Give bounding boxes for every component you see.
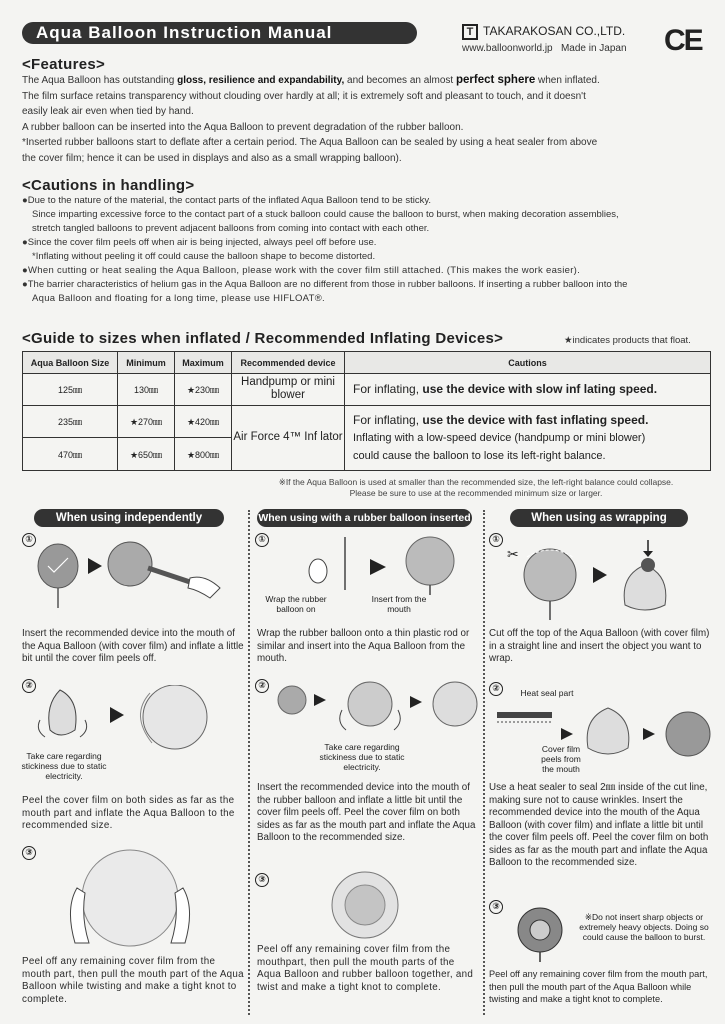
caution-cell: For inflating, use the device with fast inflating speed. Inflating with a low-speed device (handpump or mini blower) could cause the balloon to lose its left-right balance. [345, 405, 711, 470]
features-line-2: The film surface retains transparency without clouding over hardly at all; it is extremely soft and pleasant to touch, and it doesn't [22, 90, 586, 102]
col3-step1-text: Cut off the top of the Aqua Balloon (with cover film) in a straight line and insert the object you want to wrap. [489, 628, 710, 664]
col-header-size: Aqua Balloon Size [23, 352, 118, 374]
device-cell: Handpump or mini blower [232, 374, 345, 406]
star-note: ★indicates products that float. [564, 335, 691, 346]
svg-text:✂: ✂ [507, 546, 519, 562]
step-number: ① [489, 533, 503, 547]
step-number: ③ [22, 846, 36, 860]
col1-header: When using independently [34, 509, 224, 527]
caution-line: ●Since the cover film peels off when air is being injected, always peel off before use. [22, 237, 377, 248]
column-divider [248, 510, 250, 1015]
max-cell: ★800㎜ [175, 438, 232, 471]
features-text [22, 73, 712, 166]
col3-step3-text: Peel off any remaining cover film from the mouth part, then pull the mouth part of the Aqua Balloon while twisting and make a tight knot to complete. [489, 969, 708, 1004]
maker-web-line [462, 43, 627, 54]
col3-fig-label-heat: Heat seal part [520, 688, 574, 698]
cover-film-peel-illustration [30, 685, 245, 750]
cautions-heading: <Cautions in handling> [22, 177, 195, 194]
manual-title: Aqua Balloon Instruction Manual [22, 22, 417, 44]
features-line-6: the cover film; hence it can be used in displays and also as a small wrapping balloon). [22, 152, 402, 164]
caution-line: ●When cutting or heat sealing the Aqua Balloon, please work with the cover film still attached. (This makes the work easier). [22, 265, 581, 276]
features-line-4: A rubber balloon can be inserted into the Aqua Balloon to prevent degradation of the rubber balloon. [22, 121, 464, 133]
caution-line: Aqua Balloon and floating for a long time, please use HIFLOAT®. [32, 293, 325, 304]
size-cell: 125㎜ [23, 374, 118, 406]
heat-seal-illustration [493, 698, 713, 778]
caution-line: *Inflating without peeling it off could cause the balloon shape to become distorted. [32, 251, 376, 262]
maker-website: www.balloonworld.jp [462, 43, 553, 54]
device-cell: Air Force 4™ Inf lator [232, 405, 345, 470]
col2-step3-text: Peel off any remaining cover film from the mouthpart, then pull the mouth parts of the Aqua Balloon and rubber balloon together, and twist and make a tight knot to complete. [257, 944, 474, 993]
col3-step2-text: Use a heat sealer to seal 2㎜ inside of the cut line, making sure not to cause wrinkles. Insert the recommended device into the mouth of the Aqua Balloon (with cover film) and inflate a little bit until the cover film peels off. Peel the cover film on both sides as far as the mouth part and inflate the Aqua Balloon to the recommended size. [489, 782, 709, 868]
features-line-1: The Aqua Balloon has outstanding gloss, resilience and expandability, and becomes an almost perfect sphere when inflated. [22, 74, 600, 86]
table-row [23, 374, 711, 406]
step-number: ③ [255, 873, 269, 887]
caution-cell: For inflating, use the device with slow inf lating speed. [345, 374, 711, 406]
maker-name: TAKARAKOSAN CO.,LTD. [483, 24, 626, 38]
col1-step2-text: Peel the cover film on both sides as far as the mouth part and inflate the Aqua Balloon to the recommended size. [22, 795, 235, 831]
table-row [23, 405, 711, 438]
col1-step1-text: Insert the recommended device into the mouth of the Aqua Balloon (with cover film) and inflate a little bit until the cover film peels off. [22, 628, 244, 664]
col-header-max: Maximum [175, 352, 232, 374]
column-divider [483, 510, 485, 1015]
size-note: ※If the Aqua Balloon is used at smaller than the recommended size, the left-right balance could collapse. Please be sure to use at the recommended minimum size or larger. [278, 477, 674, 498]
table-header-row [23, 352, 711, 374]
caution-line: ●The barrier characteristics of helium gas in the Aqua Balloon are no different from those in rubber balloons. If inserting a rubber balloon into the [22, 279, 628, 290]
inserted-balloon-inflate-illustration [270, 680, 480, 740]
wrapped-object-illustration [515, 902, 565, 962]
caution-line: stretch tangled balloons to prevent adjacent balloons from coming into contact with each other. [32, 223, 430, 234]
size-cell: 470㎜ [23, 438, 118, 471]
step-number: ③ [489, 900, 503, 914]
ce-mark-icon: CE [664, 24, 702, 57]
col-header-min: Minimum [118, 352, 175, 374]
step-number: ② [255, 679, 269, 693]
made-in: Made in Japan [560, 43, 627, 54]
balloon-knot-illustration [55, 848, 205, 948]
features-heading: <Features> [22, 56, 106, 73]
max-cell: ★230㎜ [175, 374, 232, 406]
col-header-cautions: Cautions [345, 352, 711, 374]
step-number: ① [255, 533, 269, 547]
features-line-5: *Inserted rubber balloons start to deflate after a certain period. The Aqua Balloon can be sealed by using a heat sealer from above [22, 137, 598, 148]
rubber-balloon-insert-illustration [290, 535, 475, 595]
wrapping-cut-illustration [505, 535, 710, 620]
min-cell: ★270㎜ [118, 405, 175, 438]
guide-heading: <Guide to sizes when inflated / Recommended Inflating Devices> [22, 330, 504, 347]
balloon-inflate-illustration [30, 538, 245, 608]
size-cell: 235㎜ [23, 405, 118, 438]
col3-fig-label-cover: Cover film peels from the mouth [541, 744, 581, 774]
caution-line: ●Due to the nature of the material, the contact parts of the inflated Aqua Balloon tend to be sticky. [22, 195, 432, 206]
cautions-text [22, 194, 712, 306]
step-number: ① [22, 533, 36, 547]
double-knot-illustration [320, 870, 410, 940]
step-number: ② [22, 679, 36, 693]
features-line-3: easily leak air even when tied by hand. [22, 106, 194, 117]
col2-step2-text: Insert the recommended device into the mouth of the rubber balloon and inflate a little bit until the cover film peels off. Peel the cover film on both sides as far as the mouth part and inflate the Aqua Balloon to the recommended size. [257, 782, 476, 843]
col1-step3-text: Peel off any remaining cover film from the mouth part, then pull the mouth part of the Aqua Balloon while twisting and make a tight knot to complete. [22, 956, 244, 1005]
step-number: ② [489, 682, 503, 696]
col2-step2-fig-label: Take care regarding stickiness due to static electricity. [319, 742, 405, 772]
col3-header: When using as wrapping [510, 509, 688, 527]
col2-fig-label-insert: Insert from the mouth [371, 594, 427, 614]
col3-step3-note: ※Do not insert sharp objects or extremely heavy objects. Doing so could cause the balloon to burst. [579, 912, 709, 942]
col1-step2-fig-label: Take care regarding stickiness due to static electricity. [21, 751, 107, 781]
maker-logo-icon: T [462, 24, 478, 40]
size-table [22, 351, 711, 471]
caution-line: Since imparting excessive force to the contact part of a stuck balloon could cause the balloon to burst, when making decoration assemblies, [32, 209, 619, 220]
max-cell: ★420㎜ [175, 405, 232, 438]
col2-step1-text: Wrap the rubber balloon onto a thin plastic rod or similar and insert into the Aqua Balloon from the mouth. [257, 628, 470, 664]
min-cell: ★650㎜ [118, 438, 175, 471]
col2-header: When using with a rubber balloon inserted [257, 509, 472, 527]
col-header-device: Recommended device [232, 352, 345, 374]
col2-fig-label-wrap: Wrap the rubber balloon on [265, 594, 327, 614]
min-cell: 130㎜ [118, 374, 175, 406]
